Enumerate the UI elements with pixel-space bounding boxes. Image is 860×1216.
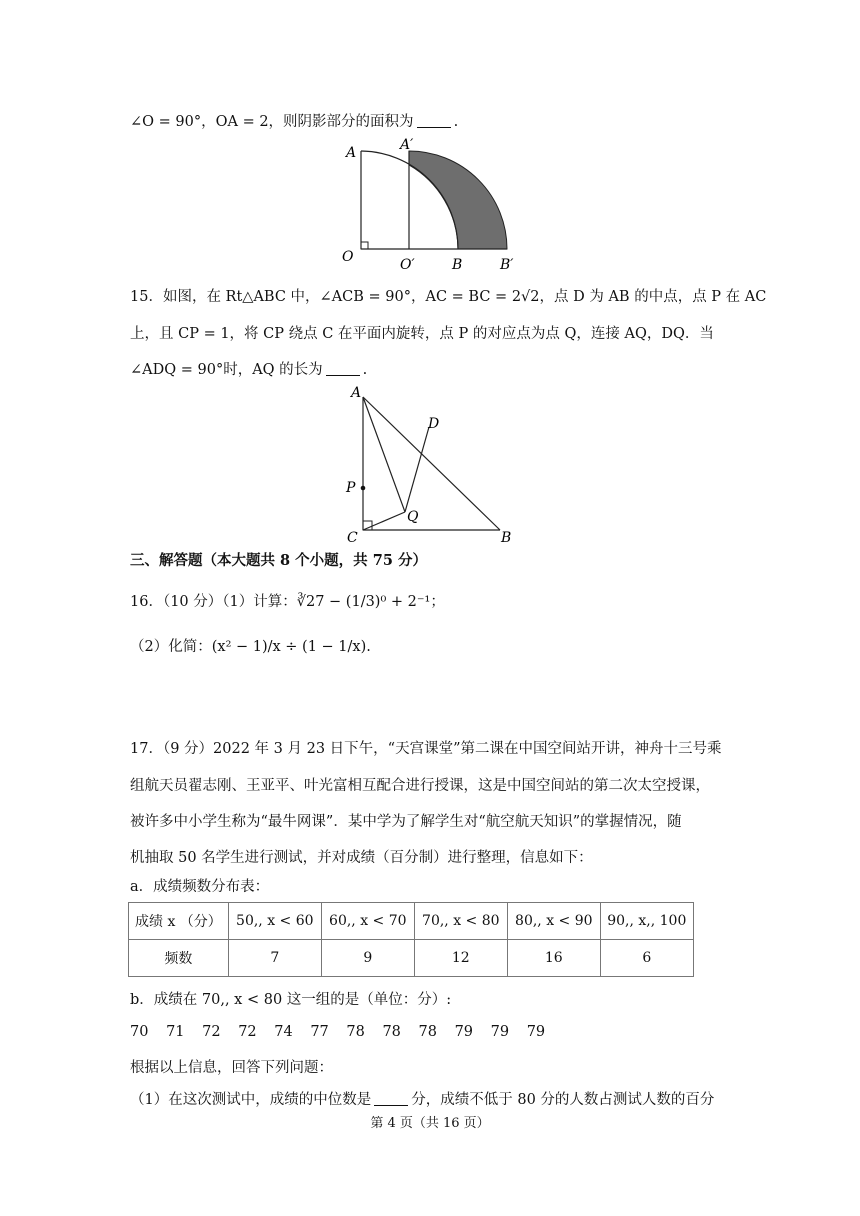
score-value: 72 (202, 1024, 221, 1040)
label-o-prime: O′ (400, 257, 415, 270)
table-cell: 6 (600, 940, 693, 977)
segment-dq (405, 427, 429, 512)
page-footer: 第 4 页（共 16 页） (370, 1116, 490, 1131)
q17-part1-text: （1）在这次测试中，成绩的中位数是 (130, 1092, 372, 1108)
q15-line3 (130, 360, 750, 380)
q16-part1-prefix: 16．（10 分）（1）计算： (130, 594, 297, 610)
answer-blank (417, 113, 451, 128)
q17-prompt: 根据以上信息，回答下列问题： (130, 1060, 333, 1076)
table-cell: 9 (321, 940, 414, 977)
table-cell: 16 (507, 940, 600, 977)
score-list (130, 1024, 558, 1040)
score-value: 78 (418, 1024, 437, 1040)
q17-b-label: b．成绩在 70,, x < 80 这一组的是（单位：分）: (130, 992, 452, 1008)
label-q: Q (407, 509, 419, 525)
score-value: 79 (490, 1024, 510, 1040)
q15-figure (340, 383, 525, 545)
answer-blank (374, 1091, 408, 1106)
table-header-row (129, 903, 694, 940)
q14-figure (330, 135, 530, 270)
q16-part1 (130, 592, 750, 612)
q17-part1-tail: 分，成绩不低于 80 分的人数占测试人数的百分 (411, 1092, 715, 1108)
label-a-prime: A′ (400, 137, 414, 153)
q16-part2 (130, 637, 750, 657)
q14-end: . (453, 114, 459, 130)
table-header-cell: 成绩 x （分） (129, 903, 229, 940)
q15-question: ∠ADQ = 90°时，AQ 的长为 (130, 362, 323, 378)
q17-line3: 被许多中小学生称为“最牛网课”．某中学为了解学生对“航空航天知识”的掌握情况，随 (130, 814, 682, 830)
q16-part2-prefix: （2）化简： (130, 639, 212, 655)
q17-line1: 17．（9 分）2022 年 3 月 23 日下午，“天宫课堂”第二课在中国空间站开讲，神舟十三号乘 (130, 741, 722, 757)
score-value: 71 (166, 1024, 185, 1040)
score-value: 74 (274, 1024, 293, 1040)
table-header-cell: 90,, x,, 100 (600, 903, 693, 940)
table-header-cell: 60,, x < 70 (321, 903, 414, 940)
q16-part1-expression: ∛27 − (1/3)⁰ + 2⁻¹ (296, 594, 431, 610)
frequency-table (128, 902, 694, 977)
answer-blank (326, 361, 360, 376)
q17-part1 (130, 1090, 750, 1110)
score-value: 78 (346, 1024, 365, 1040)
label-p: P (346, 480, 356, 496)
q14-text (130, 112, 750, 132)
label-d: D (428, 416, 440, 432)
q15-line2: 上，且 CP = 1，将 CP 绕点 C 在平面内旋转，点 P 的对应点为点 Q，连接 AQ，DQ．当 (130, 326, 714, 342)
q17-a-label: a．成绩频数分布表： (130, 879, 270, 895)
table-cell: 12 (414, 940, 507, 977)
label-b-prime: B′ (500, 257, 514, 270)
label-o: O (342, 249, 354, 265)
score-value: 78 (382, 1024, 401, 1040)
score-value: 79 (526, 1024, 546, 1040)
table-header-cell: 50,, x < 60 (228, 903, 321, 940)
label-b: B (501, 530, 512, 545)
q16-part2-end: . (366, 639, 371, 655)
right-angle-mark (361, 242, 368, 249)
table-header-cell: 70,, x < 80 (414, 903, 507, 940)
label-c: C (347, 530, 358, 545)
q17-line4: 机抽取 50 名学生进行测试，并对成绩（百分制）进行整理，信息如下： (130, 850, 593, 866)
score-value: 79 (454, 1024, 474, 1040)
q16-part2-expression: (x² − 1)/x ÷ (1 − 1/x) (211, 639, 367, 655)
score-value: 72 (238, 1024, 257, 1040)
segment-aq (363, 397, 405, 512)
label-a: A (351, 385, 362, 401)
shaded-region (409, 151, 507, 249)
table-cell: 7 (228, 940, 321, 977)
q17-line2: 组航天员翟志刚、王亚平、叶光富相互配合进行授课，这是中国空间站的第二次太空授课， (130, 778, 710, 794)
score-value: 70 (130, 1024, 149, 1040)
q15-line1: 15．如图，在 Rt△ABC 中，∠ACB = 90°，AC = BC = 2√2，点 D 为 AB 的中点，点 P 在 AC (130, 289, 767, 305)
table-row (129, 940, 694, 977)
point-p (361, 486, 366, 491)
q16-part1-end: ； (430, 594, 445, 610)
label-a: A (346, 145, 357, 161)
table-row-label: 频数 (129, 940, 229, 977)
q15-end: . (362, 362, 368, 378)
table-header-cell: 80,, x < 90 (507, 903, 600, 940)
q14-question: ∠O = 90°，OA = 2，则阴影部分的面积为 (130, 114, 414, 130)
label-b: B (452, 257, 463, 270)
score-value: 77 (310, 1024, 329, 1040)
section-title: 三、解答题（本大题共 8 个小题，共 75 分） (130, 552, 427, 569)
